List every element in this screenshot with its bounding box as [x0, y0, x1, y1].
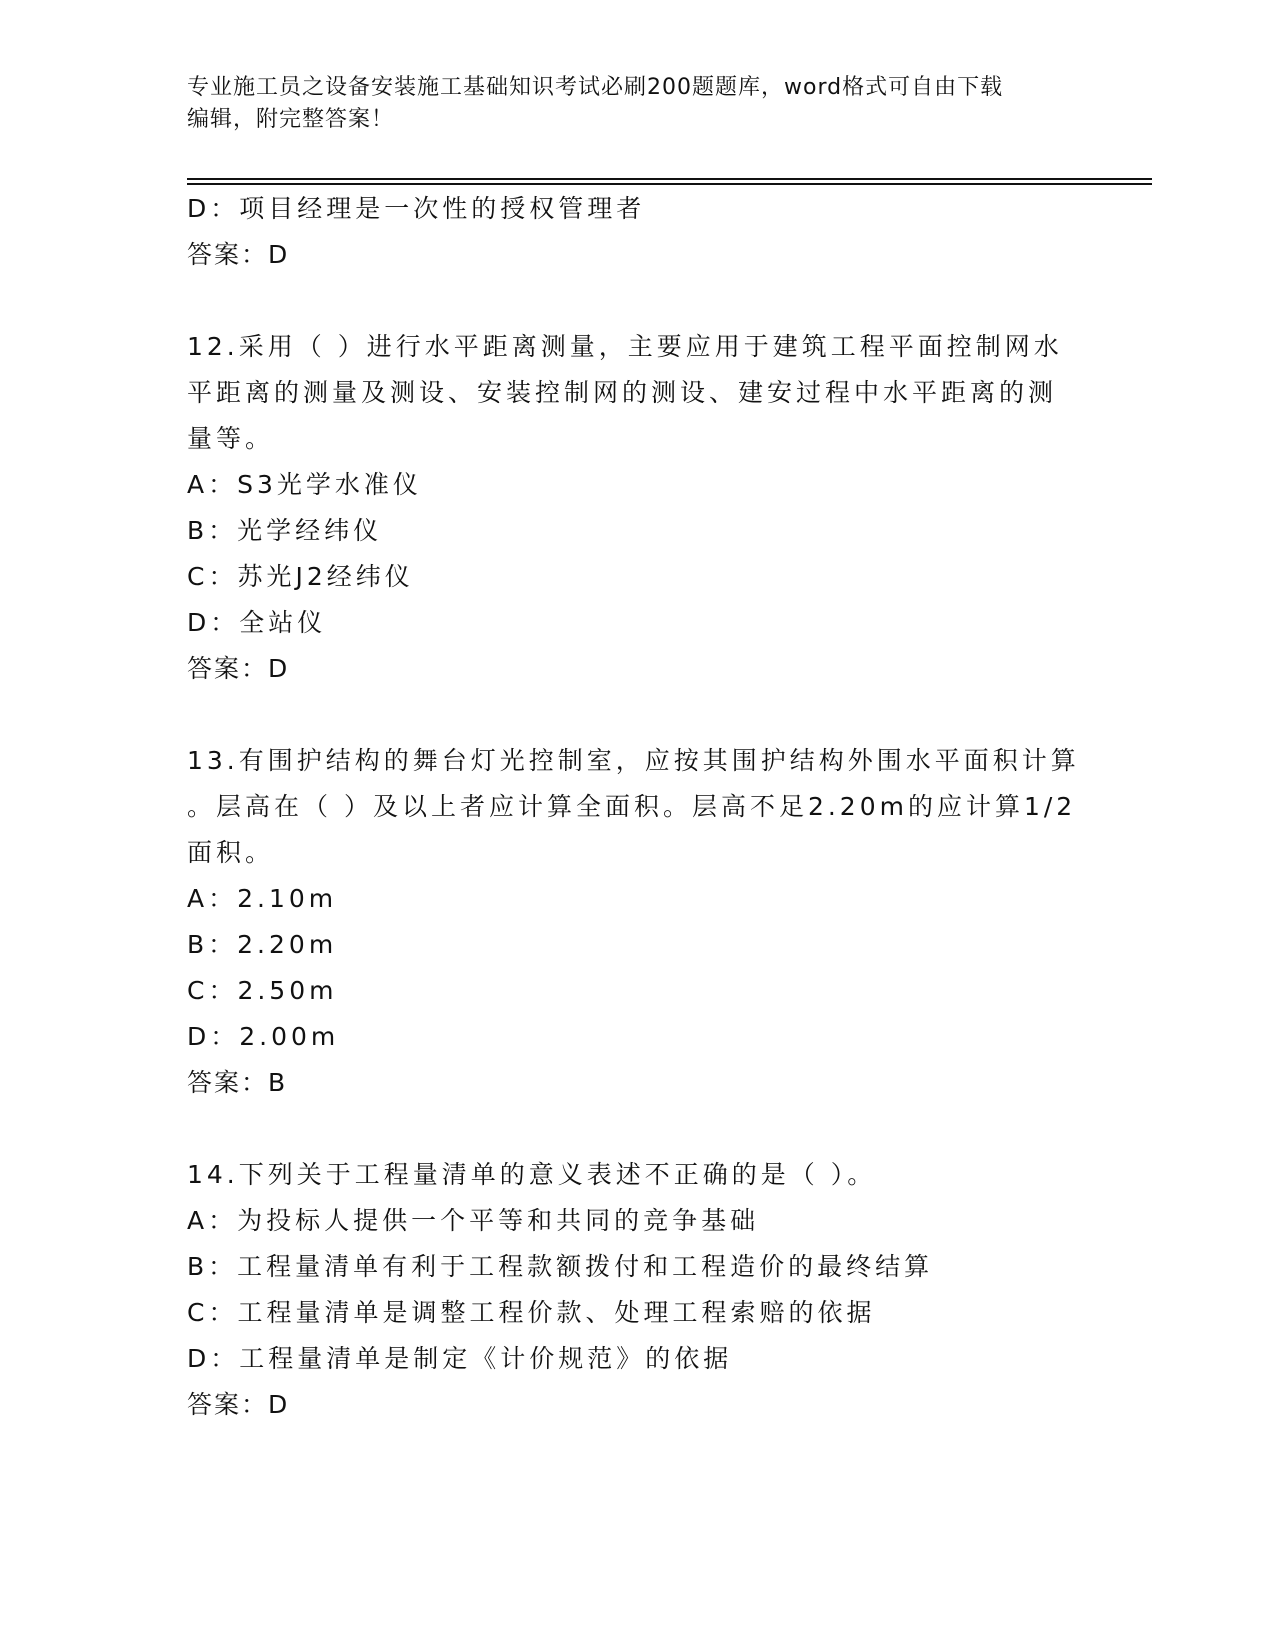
question-stem-line: 面积。 — [187, 838, 275, 867]
question-stem-line: 平距离的测量及测设、安装控制网的测设、建安过程中水平距离的测 — [187, 378, 1058, 407]
header-divider-thick — [187, 183, 1152, 185]
answer: 答案：D — [187, 1390, 290, 1419]
spacer — [187, 278, 1087, 324]
question-stem-line: 13.有围护结构的舞台灯光控制室，应按其围护结构外围水平面积计算 — [187, 746, 1080, 775]
option-a: A：为投标人提供一个平等和共同的竞争基础 — [187, 1206, 760, 1235]
answer: 答案：D — [187, 654, 290, 683]
option-a: A：S3光学水准仪 — [187, 470, 422, 499]
option-b: B：2.20m — [187, 930, 338, 959]
spacer — [187, 692, 1087, 738]
option-d: D：2.00m — [187, 1022, 340, 1051]
option-c: C：工程量清单是调整工程价款、处理工程索赔的依据 — [187, 1298, 876, 1327]
option-d: D：全站仪 — [187, 608, 327, 637]
question-stem-line: 。层高在（ ）及以上者应计算全面积。层高不足2.20m的应计算1/2 — [187, 792, 1077, 821]
option-a: A：2.10m — [187, 884, 338, 913]
option-b: B：工程量清单有利于工程款额拨付和工程造价的最终结算 — [187, 1252, 934, 1281]
option-b: B：光学经纬仪 — [187, 516, 383, 545]
question-stem-line: 14.下列关于工程量清单的意义表述不正确的是（ ）。 — [187, 1160, 877, 1189]
option-c: C：苏光J2经纬仪 — [187, 562, 414, 591]
question-13 — [187, 738, 1087, 1106]
question-stem-line: 量等。 — [187, 424, 275, 453]
header-line-2: 编辑，附完整答案！ — [187, 107, 395, 132]
question-12 — [187, 324, 1087, 692]
header-divider-thin — [187, 178, 1152, 180]
spacer — [187, 1106, 1087, 1152]
prev-answer: 答案：D — [187, 240, 290, 269]
prev-option-d: D：项目经理是一次性的授权管理者 — [187, 194, 646, 223]
question-14 — [187, 1152, 1087, 1428]
question-list — [187, 186, 1087, 1428]
option-d: D：工程量清单是制定《计价规范》的依据 — [187, 1344, 733, 1373]
header-line-1: 专业施工员之设备安装施工基础知识考试必刷200题题库，word格式可自由下载 — [187, 75, 1004, 100]
question-stem-line: 12.采用（ ）进行水平距离测量，主要应用于建筑工程平面控制网水 — [187, 332, 1063, 361]
option-c: C：2.50m — [187, 976, 338, 1005]
document-header — [187, 72, 1067, 136]
answer: 答案：B — [187, 1068, 288, 1097]
